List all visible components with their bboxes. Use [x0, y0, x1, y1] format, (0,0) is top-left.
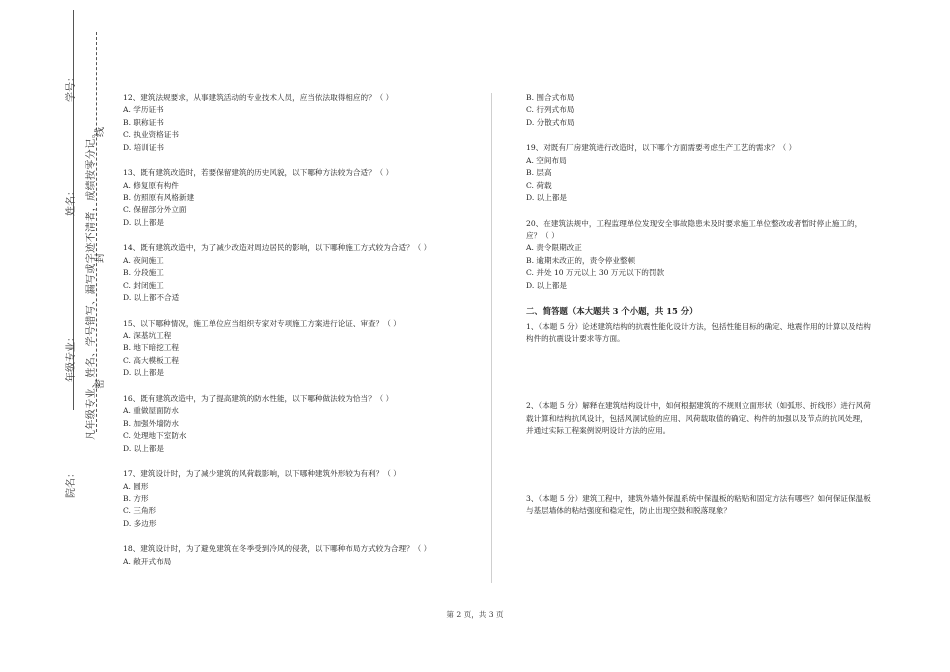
question-block — [526, 142, 871, 204]
answer-option: D. 以上都不合适 — [123, 293, 180, 303]
answer-option: B. 加强外墙防水 — [123, 418, 179, 428]
answer-option: C. 高大模板工程 — [123, 355, 179, 365]
section-2-title: 二、简答题（本大题共 3 个小题，共 15 分） — [526, 306, 698, 317]
question-stem: 14、既有建筑改造中，为了减少改造对周边居民的影响，以下哪种施工方式较为合适？（ ） — [123, 243, 432, 253]
binding-notice: 凡年级专业、姓名、学号错写、漏写或字迹不清者，成绩按零分记。 — [86, 128, 97, 440]
question-block — [123, 242, 459, 304]
answer-option: D. 以上都是 — [526, 193, 568, 203]
answer-option: A. 深基坑工程 — [123, 331, 172, 341]
answer-option: D. 多边形 — [123, 518, 157, 528]
seal-xian-mark: 线 — [95, 127, 106, 137]
answer-option: C. 执业资格证书 — [123, 130, 179, 140]
answer-option: A. 空间布局 — [526, 155, 567, 165]
question-block — [123, 393, 459, 455]
short-answer-2: 2、（本题 5 分）解释在建筑结构设计中，如何根据建筑的不规则立面形状（如弧形、折线形）进行风荷载计算和结构抗风设计，包括风洞试验的应用、风荷载取值的确定、构件的加强以及节点的抗风处理，并通过实际工程案例说明设计方法的应用。 — [526, 401, 871, 436]
answer-option: B. 逾期未改正的，责令停业整顿 — [526, 255, 636, 265]
answer-option: C. 封闭施工 — [123, 280, 164, 290]
answer-option: B. 仿照原有风格新建 — [123, 193, 195, 203]
answer-option: A. 敞开式布局 — [123, 556, 172, 566]
answer-option: C. 并处 10 万元以上 30 万元以下的罚款 — [526, 268, 665, 278]
question-stem: 13、既有建筑改造时，若要保留建筑的历史风貌，以下哪种方法较为合适？（ ） — [123, 168, 394, 178]
question-stem: 17、建筑设计时，为了减少建筑的风荷载影响，以下哪种建筑外形较为有利？（ ） — [123, 469, 401, 479]
right-column — [526, 92, 871, 518]
question-block — [123, 468, 459, 530]
answer-option: D. 分散式布局 — [526, 117, 575, 127]
answer-option: C. 保留部分外立面 — [123, 205, 187, 215]
answer-option: B. 地下暗挖工程 — [123, 343, 179, 353]
answer-option: B. 分段施工 — [123, 268, 164, 278]
answer-option: D. 培训证书 — [123, 142, 165, 152]
question-block — [123, 543, 459, 568]
answer-option: A. 修复原有构件 — [123, 180, 179, 190]
answer-option: D. 以上都是 — [123, 443, 165, 453]
question-stem: 15、以下哪种情况，施工单位应当组织专家对专项施工方案进行论证、审查？（ ） — [123, 318, 401, 328]
answer-option: A. 重做屋面防水 — [123, 406, 179, 416]
answer-option: A. 圆形 — [123, 481, 149, 491]
question-stem: 16、既有建筑改造中，为了提高建筑的防水性能，以下哪种做法较为恰当？（ ） — [123, 393, 394, 403]
answer-option: D. 以上都是 — [123, 217, 165, 227]
question-block — [123, 92, 459, 154]
answer-option: A. 夜间施工 — [123, 255, 164, 265]
school-label: 院名： — [66, 468, 77, 498]
answer-option: B. 方形 — [123, 493, 149, 503]
left-column — [123, 92, 459, 581]
answer-option: D. 以上都是 — [526, 280, 568, 290]
seal-mi-mark: 密 — [95, 379, 106, 389]
question-18-continuation — [526, 92, 871, 129]
answer-option: D. 以上都是 — [123, 368, 165, 378]
short-answer-1: 1、（本题 5 分）论述建筑结构的抗震性能化设计方法，包括性能目标的确定、地震作用的计算以及结构构件的抗震设计要求等方面。 — [526, 321, 871, 344]
student-id-label: 学号： — [66, 72, 77, 102]
answer-option: A. 学历证书 — [123, 105, 164, 115]
seal-feng-mark: 封 — [95, 253, 106, 263]
answer-option: C. 荷载 — [526, 180, 552, 190]
question-stem: 20、在建筑法规中，工程监理单位发现安全事故隐患未及时要求施工单位整改或者暂时停止施工的，应？（ ） — [526, 218, 863, 241]
name-label: 姓名： — [66, 186, 77, 216]
column-divider — [491, 93, 492, 583]
answer-option: B. 职称证书 — [123, 117, 164, 127]
question-block — [526, 218, 871, 292]
question-block — [123, 318, 459, 380]
answer-option: A. 责令限期改正 — [526, 243, 582, 253]
question-stem: 12、建筑法规要求，从事建筑活动的专业技术人员，应当依法取得相应的？（ ） — [123, 93, 394, 102]
question-block — [123, 167, 459, 229]
page-footer: 第 2 页，共 3 页 — [446, 610, 504, 619]
answer-option: C. 三角形 — [123, 506, 157, 516]
major-label: 年级专业： — [66, 332, 77, 382]
answer-option: B. 围合式布局 — [526, 93, 575, 102]
answer-option: C. 处理地下室防水 — [123, 431, 187, 441]
answer-option: C. 行列式布局 — [526, 105, 575, 115]
answer-option: B. 层高 — [526, 168, 552, 178]
binding-strip — [0, 0, 110, 672]
short-answer-3: 3、（本题 5 分）建筑工程中，建筑外墙外保温系统中保温板的粘贴和固定方法有哪些？如何保证保温板与基层墙体的粘结强度和稳定性，防止出现空鼓和脱落现象？ — [526, 493, 871, 516]
question-stem: 18、建筑设计时，为了避免建筑在冬季受到冷风的侵袭，以下哪种布局方式较为合理？（ ） — [123, 544, 432, 554]
question-stem: 19、对既有厂房建筑进行改造时，以下哪个方面需要考虑生产工艺的需求？（ ） — [526, 143, 797, 153]
